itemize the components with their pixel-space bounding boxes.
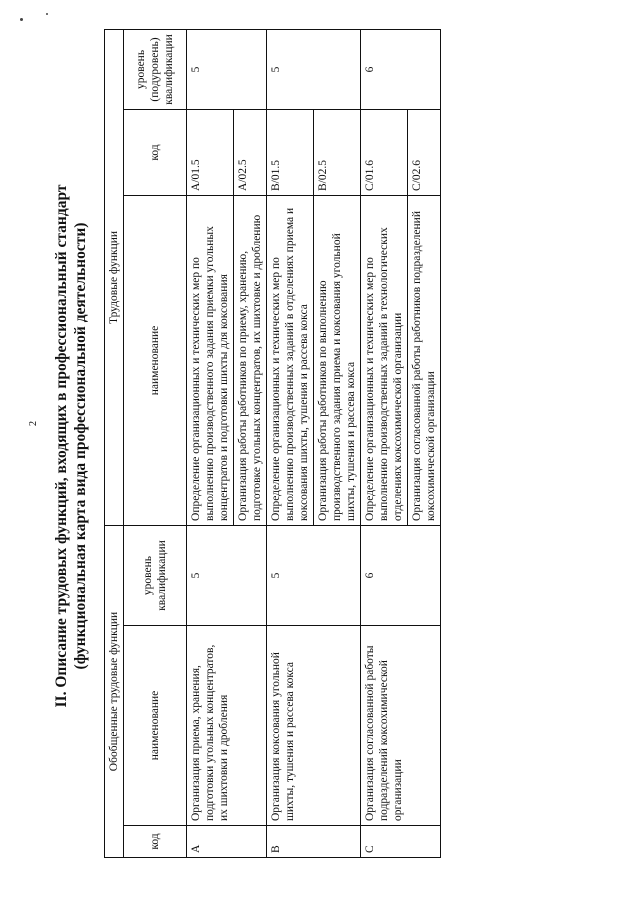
row-code: A (187, 826, 267, 858)
col-code: код (124, 826, 187, 858)
row-code: C (361, 826, 441, 858)
function-code: B/01.5 (267, 109, 314, 195)
col-tf-code: код (124, 109, 187, 195)
row-name: Организация согласованной работы подразделений коксохимической организации (361, 626, 441, 826)
col-level: уровень квалификации (124, 525, 187, 625)
col-name: наименование (124, 626, 187, 826)
functional-map-table (104, 29, 441, 858)
group-header-row (105, 29, 124, 857)
function-code: B/02.5 (314, 109, 361, 195)
scan-speck (46, 13, 48, 15)
title-line-1: II. Описание трудовых функций, входящих в профессиональный стандарт (53, 184, 70, 708)
function-code: C/02.6 (408, 109, 441, 195)
header-labor: Трудовые функции (105, 29, 124, 525)
function-name: Определение организационных и технических мер по выполнению производственных заданий в отделениях приема и коксования шихты, тушения и рассева кокса (267, 195, 314, 525)
row-name: Организация коксования угольной шихты, тушения и рассева кокса (267, 626, 361, 826)
col-tf-level: уровень (подуровень) квалификации (124, 29, 187, 109)
function-code: A/01.5 (187, 109, 234, 195)
table-row (361, 29, 408, 857)
row-code: B (267, 826, 361, 858)
title-line-2: (функциональная карта вида профессиональной деятельности) (72, 222, 89, 670)
page-number: 2 (28, 421, 39, 426)
rotated-page (52, 26, 588, 866)
scan-speck (20, 18, 23, 21)
table-row (267, 29, 314, 857)
function-name: Организация работы работников по приему, хранению, подготовке угольных концентратов, их шихтовке и дроблению (234, 195, 267, 525)
col-tf-name: наименование (124, 195, 187, 525)
row-level: 6 (361, 525, 441, 625)
row-level: 5 (267, 525, 361, 625)
function-level: 5 (267, 29, 361, 109)
function-level: 5 (187, 29, 267, 109)
function-name: Определение организационных и технических мер по выполнению производственных заданий в технологических отделениях коксохимической организации (361, 195, 408, 525)
function-name: Организация согласованной работы работников подразделений коксохимической организации (408, 195, 441, 525)
row-level: 5 (187, 525, 267, 625)
section-title (52, 26, 90, 866)
function-name: Определение организационных и технических мер по выполнению производственного задания приемки угольных концентратов и подготовки шихты для коксования (187, 195, 234, 525)
header-generalized: Обобщенные трудовые функции (105, 525, 124, 857)
function-level: 6 (361, 29, 441, 109)
function-name: Организация работы работников по выполнению производственного задания приема и коксования угольной шихты, тушения и рассева кокса (314, 195, 361, 525)
column-header-row (124, 29, 187, 857)
table-row (187, 29, 234, 857)
row-name: Организация приема, хранения, подготовки угольных концентратов, их шихтовки и дробления (187, 626, 267, 826)
function-code: A/02.5 (234, 109, 267, 195)
function-code: C/01.6 (361, 109, 408, 195)
